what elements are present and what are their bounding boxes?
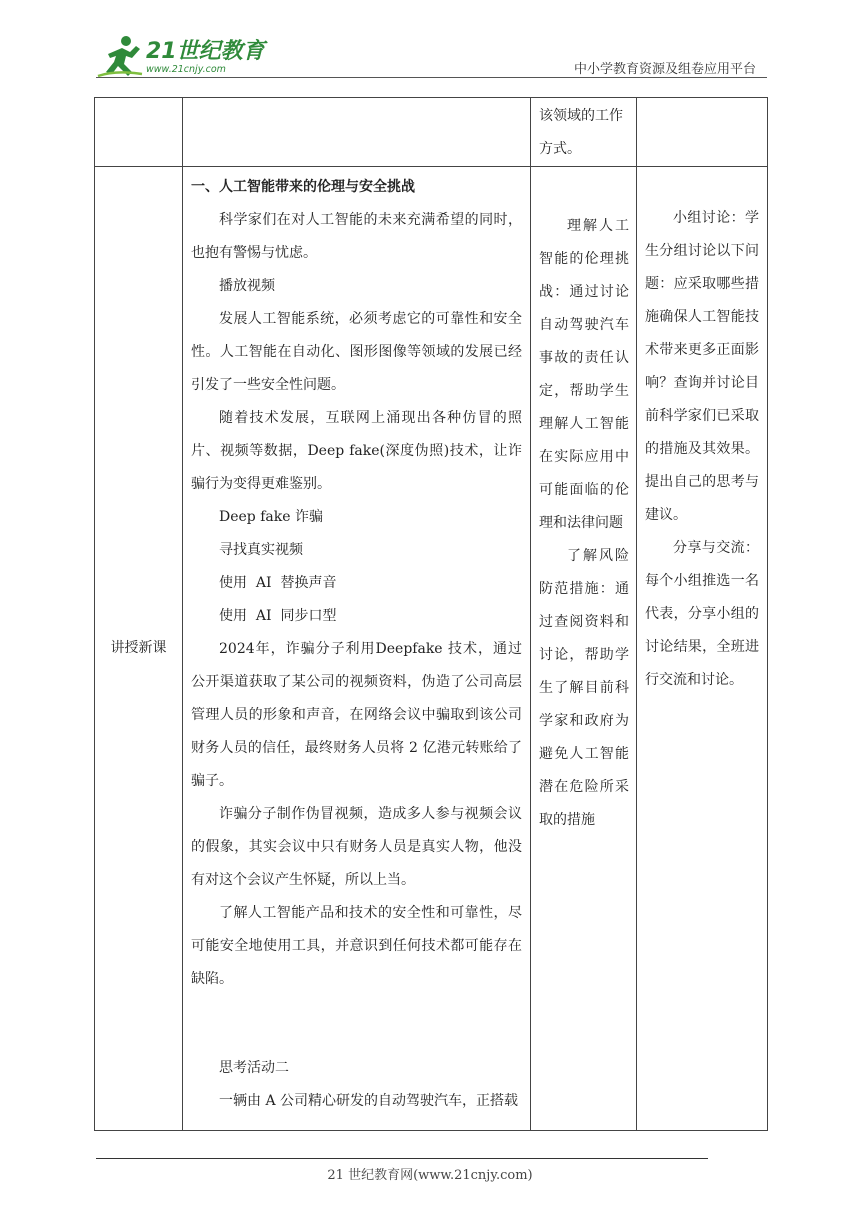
activity-text: 一辆由 A 公司精心研发的自动驾驶汽车，正搭载 xyxy=(219,1093,519,1109)
section-title: 一、人工智能带来的伦理与安全挑战 xyxy=(191,179,415,195)
paragraph: 播放视频 xyxy=(219,278,275,294)
paragraph: Deep fake 诈骗 xyxy=(219,509,323,525)
paragraph: 小组讨论：学生分组讨论以下问题：应采取哪些措施确保人工智能技术带来更多正面影响？查询并讨论目前科学家们已采取的措施及其效果。提出自己的思考与建议。 xyxy=(645,210,759,523)
teaching-content-cell xyxy=(183,167,531,1131)
student-activity-cell xyxy=(637,167,768,1131)
logo-url: www.21cnjy.com xyxy=(146,64,226,75)
paragraph: 使用 AI 替换声音 xyxy=(219,575,337,591)
paragraph: 分享与交流：每个小组推选一名代表，分享小组的讨论结果，全班进行交流和讨论。 xyxy=(645,540,759,688)
platform-title: 中小学教育资源及组卷应用平台 xyxy=(573,62,756,77)
paragraph: 了解风险防范措施：通过查阅资料和讨论，帮助学生了解目前科学家和政府为避免人工智能潜在危险所采取的措施 xyxy=(539,548,629,828)
design-intent-cell xyxy=(531,98,637,167)
lesson-plan-table xyxy=(94,97,768,1131)
table-row xyxy=(95,167,768,1131)
logo-name: 21世纪教育 xyxy=(146,39,265,64)
header-divider xyxy=(96,77,767,78)
page-header xyxy=(0,0,860,90)
paragraph: 了解人工智能产品和技术的安全性和可靠性，尽可能安全地使用工具，并意识到任何技术都可能存在缺陷。 xyxy=(191,905,522,987)
stage-label: 讲授新课 xyxy=(95,167,183,1131)
paragraph: 诈骗分子制作伪冒视频，造成多人参与视频会议的假象，其实会议中只有财务人员是真实人物，他没有对这个会议产生怀疑，所以上当。 xyxy=(191,806,522,888)
table-cell xyxy=(183,98,531,167)
design-intent-cell xyxy=(531,167,637,1131)
text-line: 该领域的工作 xyxy=(539,108,623,124)
paragraph: 2024年，诈骗分子利用Deepfake 技术，通过公开渠道获取了某公司的视频资料，伪造了公司高层管理人员的形象和声音，在网络会议中骗取到该公司财务人员的信任，最终财务人员将 2 亿港元转账给了骗子。 xyxy=(191,641,522,789)
paragraph: 科学家们在对人工智能的未来充满希望的同时，也抱有警惕与忧虑。 xyxy=(191,212,522,261)
table-row xyxy=(95,98,768,167)
paragraph: 寻找真实视频 xyxy=(219,542,303,558)
runner-logo-icon xyxy=(96,34,146,80)
footer-text[interactable]: 21 世纪教育网(www.21cnjy.com) xyxy=(327,1168,533,1183)
paragraph: 发展人工智能系统，必须考虑它的可靠性和安全性。人工智能在自动化、图形图像等领域的发展已经引发了一些安全性问题。 xyxy=(191,311,522,393)
table-cell xyxy=(637,98,768,167)
activity-title: 思考活动二 xyxy=(219,1060,289,1076)
text-line: 方式。 xyxy=(539,141,581,157)
paragraph: 使用 AI 同步口型 xyxy=(219,608,337,624)
site-logo[interactable] xyxy=(96,34,266,80)
paragraph: 理解人工智能的伦理挑战：通过讨论自动驾驶汽车事故的责任认定，帮助学生理解人工智能在实际应用中可能面临的伦理和法律问题 xyxy=(539,218,629,531)
footer-divider xyxy=(96,1158,708,1159)
paragraph: 随着技术发展，互联网上涌现出各种仿冒的照片、视频等数据，Deep fake(深度伪照)技术，让诈骗行为变得更难鉴别。 xyxy=(191,410,522,492)
table-cell xyxy=(95,98,183,167)
